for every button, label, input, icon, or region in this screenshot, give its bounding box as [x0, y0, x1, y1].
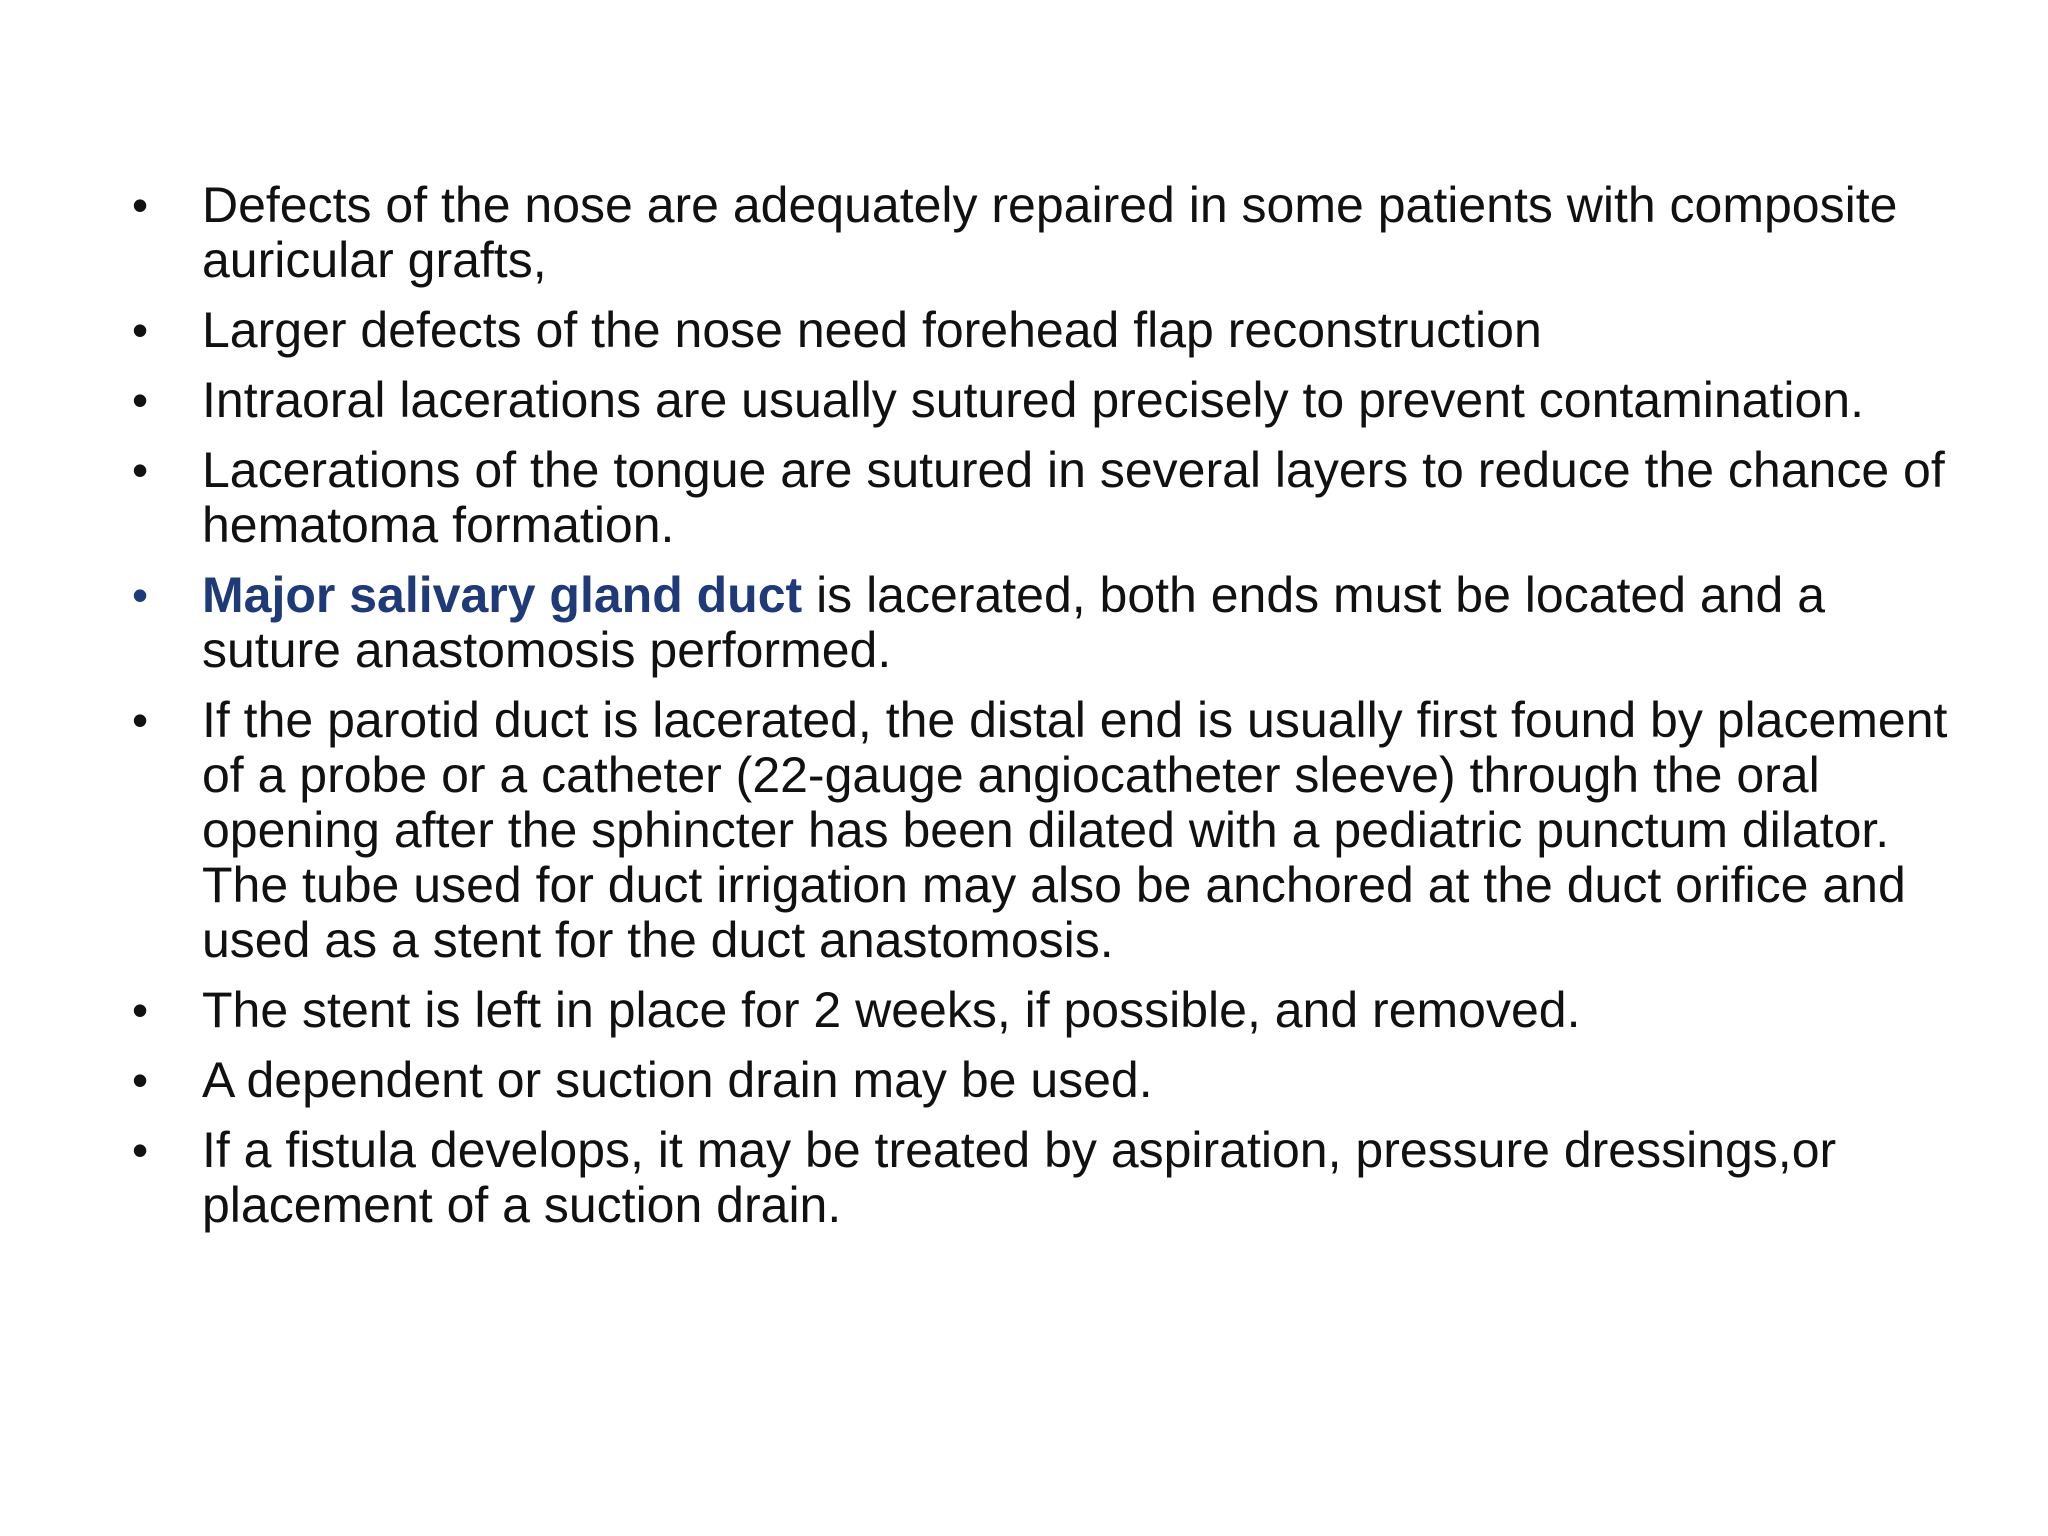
- bullet-text: is lacerated, both ends must be located and a suture anastomosis performed.: [202, 567, 1826, 678]
- bullet-item-3: [120, 373, 1960, 428]
- bullet-item-5: [120, 568, 1960, 678]
- bullet-text: If a fistula develops, it may be treated by aspiration, pressure dressings,or placement of a suction drain.: [202, 1122, 1837, 1233]
- bullet-item-4: [120, 443, 1960, 553]
- bullet-text: Larger defects of the nose need forehead flap reconstruction: [202, 302, 1542, 358]
- bullet-icon: •: [131, 304, 149, 356]
- bullet-text: A dependent or suction drain may be used.: [202, 1052, 1153, 1108]
- bullet-item-2: [120, 303, 1960, 358]
- bullet-emphasis: Major salivary gland duct: [202, 567, 803, 623]
- bullet-item-6: [120, 693, 1960, 968]
- bullet-text: Intraoral lacerations are usually sutured precisely to prevent contamination.: [202, 372, 1864, 428]
- bullet-icon: •: [131, 984, 149, 1036]
- bullet-text: If the parotid duct is lacerated, the distal end is usually first found by placement of a probe or a catheter (22-gauge angiocatheter sleeve) through the oral opening after the sphincter has been dilated with a pediatric punctum dilator. The tube used for duct irrigation may also be anchored at the duct orifice and used as a stent for the duct anastomosis.: [202, 692, 1948, 968]
- bullet-icon: •: [131, 1124, 149, 1176]
- bullet-icon: •: [131, 1054, 149, 1106]
- bullet-icon: •: [131, 444, 149, 496]
- bullet-text: The stent is left in place for 2 weeks, if possible, and removed.: [202, 982, 1581, 1038]
- bullet-text: Defects of the nose are adequately repaired in some patients with composite auricular grafts,: [202, 177, 1898, 288]
- bullet-icon: •: [131, 374, 149, 426]
- bullet-icon: •: [131, 179, 149, 231]
- bullet-item-8: [120, 1053, 1960, 1108]
- bullet-icon: •: [131, 569, 149, 621]
- bullet-item-1: [120, 178, 1960, 288]
- bullet-item-9: [120, 1123, 1960, 1233]
- bullet-icon: •: [131, 694, 149, 746]
- bullet-text: Lacerations of the tongue are sutured in several layers to reduce the chance of hematoma formation.: [202, 442, 1945, 553]
- bullet-item-7: [120, 983, 1960, 1038]
- bullet-list: [120, 178, 1960, 1248]
